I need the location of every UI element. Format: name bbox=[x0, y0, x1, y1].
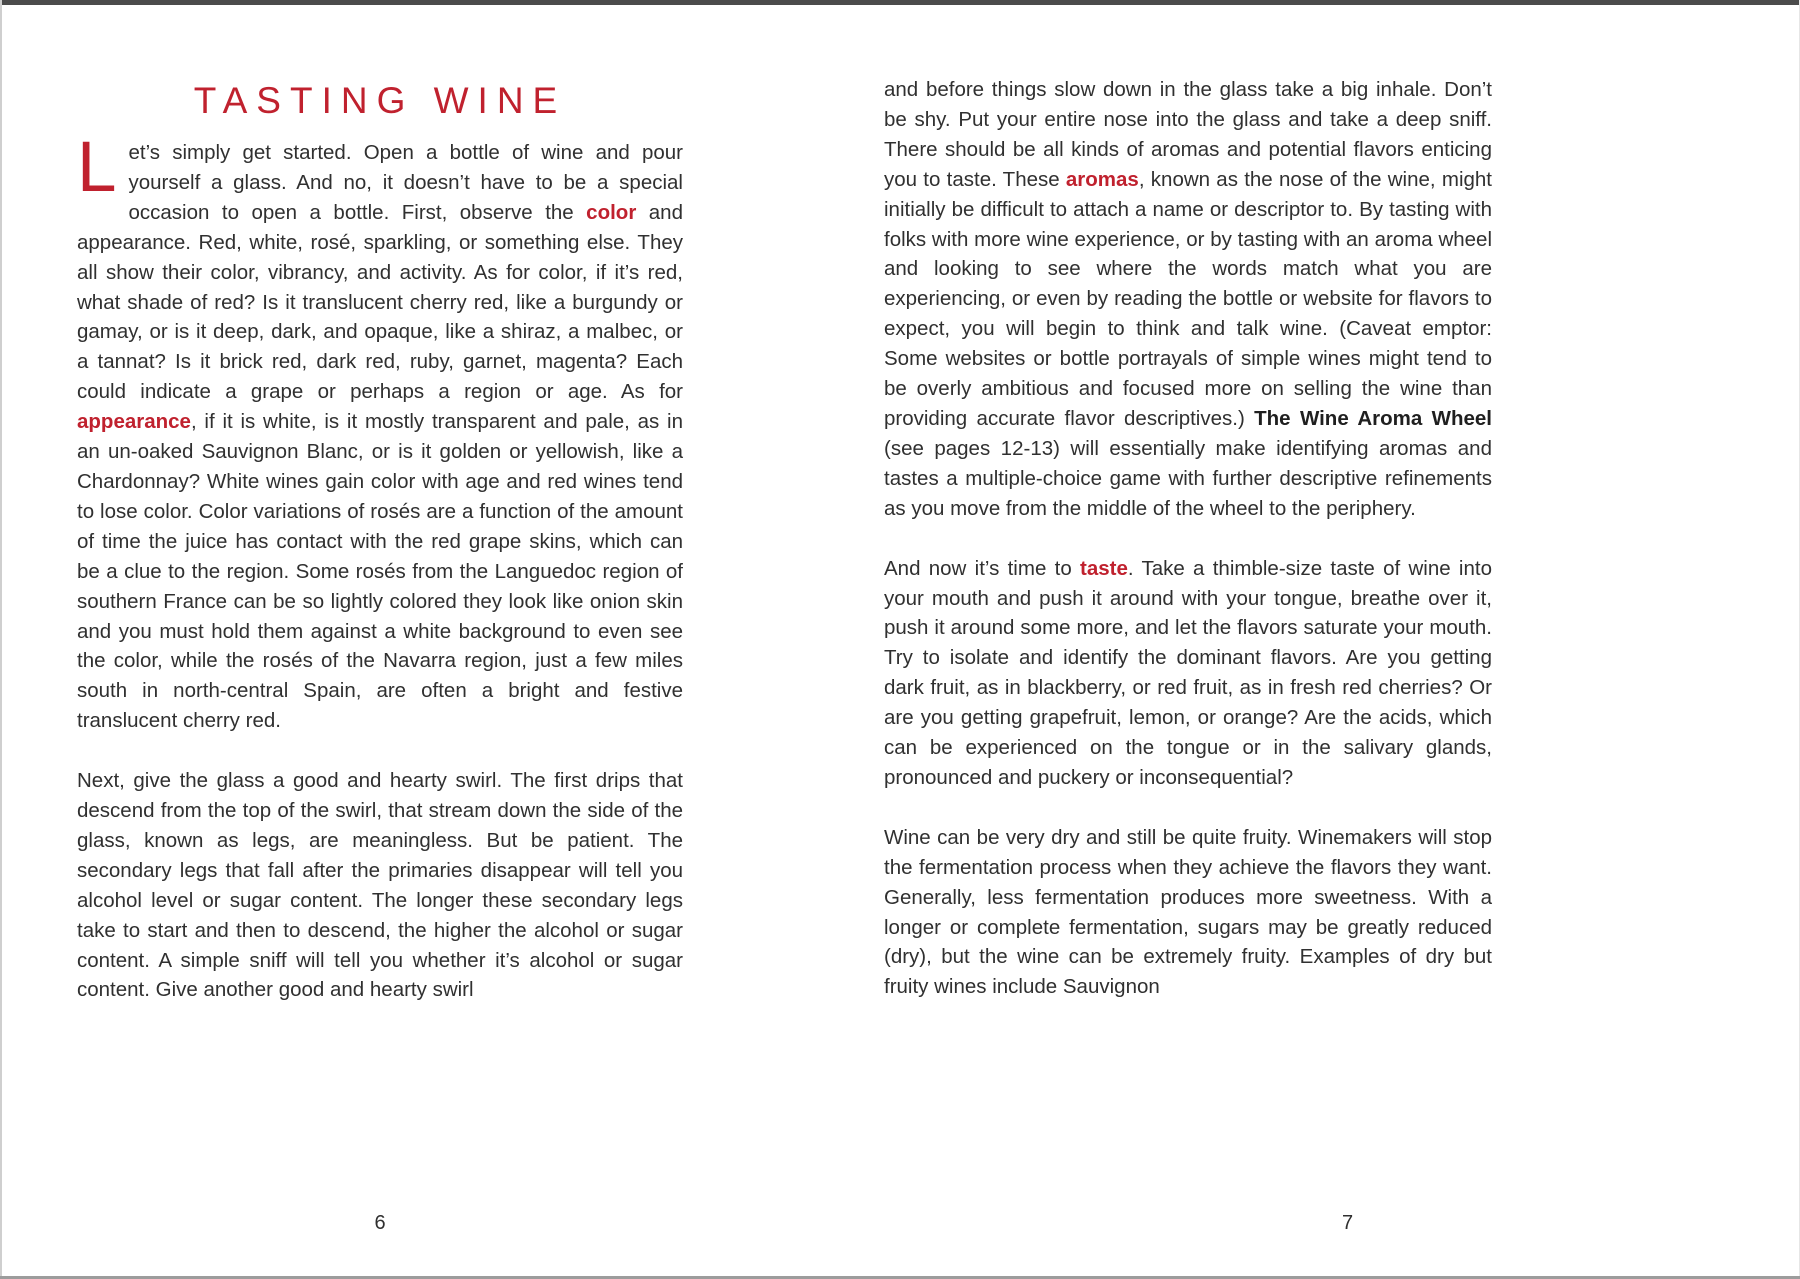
page-edge-top bbox=[0, 0, 1800, 5]
right-page-text bbox=[884, 75, 1492, 1002]
text-run: Wine can be very dry and still be quite fruity. Winemakers will stop the fermentation process when they achieve the flavors they want. Generally, less fermentation produces more sweetness. With a longer or complete fermentation, sugars may be greatly reduced (dry), but the wine can be extremely fruity. Examples of dry but fruity wines include Sauvignon bbox=[884, 825, 1492, 999]
keyword-aromas: aromas bbox=[1065, 167, 1139, 191]
page-edge-left bbox=[0, 0, 2, 1279]
right-paragraph-1 bbox=[884, 75, 1492, 524]
drop-cap: L bbox=[77, 128, 117, 207]
keyword-color: color bbox=[586, 200, 637, 224]
left-page-text bbox=[77, 128, 683, 1005]
text-run: . Take a thimble-size taste of wine into your mouth and push it around with your tongue, breathe over it, push it around some more, and let the flavors saturate your mouth. Try to isolate and identify the dominant flavors. Are you getting dark fruit, as in blackberry, or red fruit, as in fresh red cherries? Or are you getting grapefruit, lemon, or orange? Are the acids, which can be experienced on the tongue or in the salivary glands, pronounced and puckery or inconsequential? bbox=[884, 556, 1492, 789]
text-run: and before things slow down in the glass take a big inhale. Don’t be shy. Put your entire nose into the glass and take a deep sniff. There should be all kinds of aromas and potential flavors enticing you to taste. These bbox=[884, 78, 1492, 191]
left-paragraph-1 bbox=[77, 128, 683, 736]
right-paragraph-3 bbox=[884, 823, 1492, 1002]
text-run: , known as the nose of the wine, might initially be difficult to attach a name or descriptor to. By tasting with folks with more wine experience, or by tasting with an aroma wheel and looking to see where the words match what you are experiencing, or even by reading the bottle or website for flavors to expect, you will begin to think and talk wine. (Caveat emptor: Some websites or bottle portrayals of simple wines might tend to be overly ambitious and focused more on selling the wine than providing accurate flavor descriptives.) bbox=[884, 167, 1492, 430]
text-run: , if it is white, is it mostly transparent and pale, as in an un-oaked Sauvignon Blanc, or is it golden or yellowish, like a Chardonnay? White wines gain color with age and red wines tend to lose color. Color variations of rosés are a function of the amount of time the juice has contact with the red grape skins, which can be a clue to the region. Some rosés from the Languedoc region of southern France can be so lightly colored they look like onion skin and you must hold them against a white background to even see the color, while the rosés of the Navarra region, just a few miles south in north-central Spain, are often a bright and festive translucent cherry red. bbox=[77, 410, 683, 733]
text-run: (see pages 12-13) will essentially make identifying aromas and tastes a multiple-choice game with further descriptive refinements as you move from the middle of the wheel to the periphery. bbox=[884, 436, 1492, 520]
keyword-taste: taste bbox=[1080, 556, 1128, 580]
left-paragraph-2 bbox=[77, 766, 683, 1005]
text-run: et’s simply get started. Open a bottle of wine and pour yourself a glass. And no, it doesn’t have to be a special occasion to open a bottle. First, observe the bbox=[128, 141, 683, 224]
keyword-wine-aroma-wheel: The Wine Aroma Wheel bbox=[1254, 406, 1492, 430]
chapter-title: TASTING WINE bbox=[193, 80, 567, 121]
text-run: and appearance. Red, white, rosé, sparkling, or something else. They all show their color, vibrancy, and activity. As for color, if it’s red, what shade of red? Is it translucent cherry red, like a burgundy or gamay, or is it deep, dark, and opaque, like a shiraz, a malbec, or a tannat? Is it brick red, dark red, ruby, garnet, magenta? Each could indicate a grape or perhaps a region or age. As for bbox=[77, 200, 683, 404]
text-run: And now it’s time to bbox=[884, 556, 1080, 580]
page-number-right: 7 bbox=[1342, 1212, 1354, 1234]
text-run: Next, give the glass a good and hearty swirl. The first drips that descend from the top of the swirl, that stream down the side of the glass, known as legs, are meaningless. But be patient. The secondary legs that fall after the primaries disappear will tell you alcohol level or sugar content. The longer these secondary legs take to start and then to descend, the higher the alcohol or sugar content. A simple sniff will tell you whether it’s alcohol or sugar content. Give another good and hearty swirl bbox=[77, 769, 683, 1002]
page-number-left: 6 bbox=[374, 1212, 386, 1234]
right-paragraph-2 bbox=[884, 554, 1492, 793]
keyword-appearance: appearance bbox=[77, 410, 191, 434]
